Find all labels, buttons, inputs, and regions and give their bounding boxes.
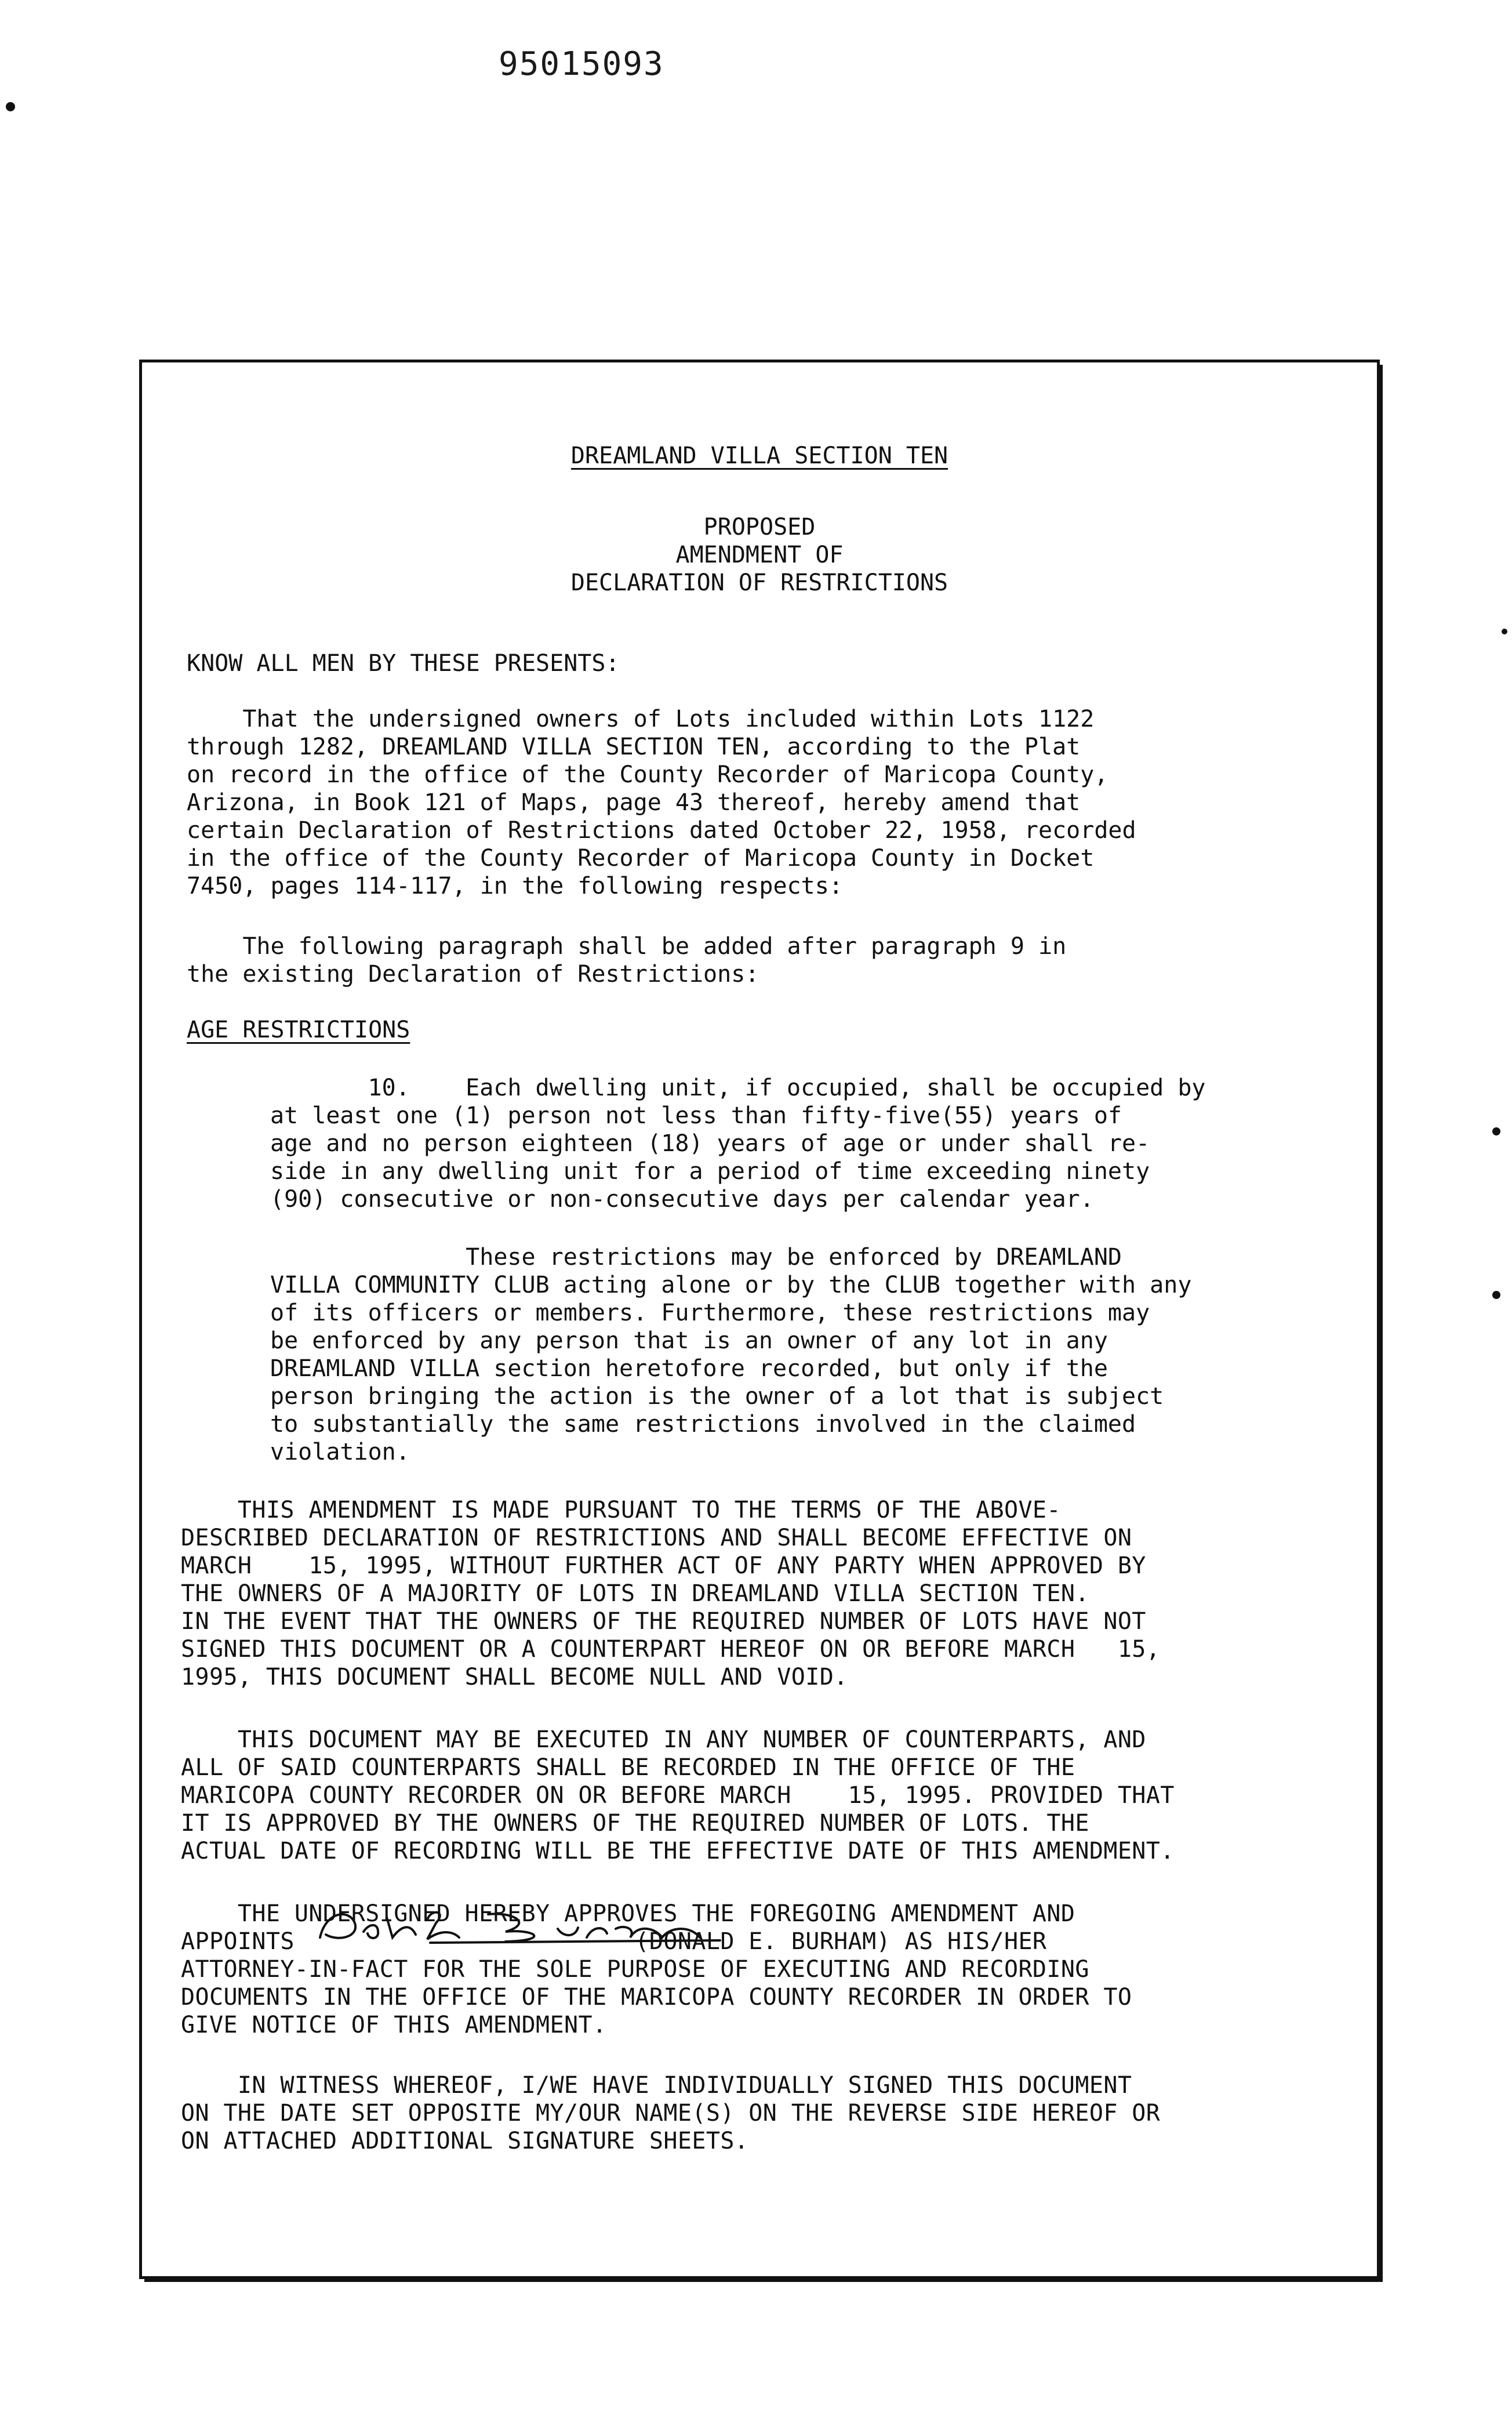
paragraph-line: VILLA COMMUNITY CLUB acting alone or by the CLUB together with any	[270, 1272, 1192, 1298]
paragraph-line: violation.	[270, 1439, 410, 1465]
paragraph-line: IT IS APPROVED BY THE OWNERS OF THE REQUIRED NUMBER OF LOTS. THE	[181, 1810, 1089, 1837]
paragraph-line: 1995, THIS DOCUMENT SHALL BECOME NULL AND VOID.	[181, 1664, 848, 1690]
paragraph-line: DREAMLAND VILLA section heretofore recorded, but only if the	[270, 1355, 1108, 1382]
paragraph-line: of its officers or members. Furthermore, these restrictions may	[270, 1300, 1150, 1326]
scan-speck	[6, 102, 15, 111]
paragraph-line: certain Declaration of Restrictions dated October 22, 1958, recorded	[187, 817, 1136, 844]
paragraph-line: age and no person eighteen (18) years of age or under shall re-	[270, 1130, 1150, 1157]
paragraph-line: SIGNED THIS DOCUMENT OR A COUNTERPART HEREOF ON OR BEFORE MARCH 15,	[181, 1636, 1161, 1663]
paragraph-line: That the undersigned owners of Lots included within Lots 1122	[187, 706, 1095, 732]
paragraph-line: at least one (1) person not less than fifty-five(55) years of	[270, 1102, 1122, 1129]
paragraph-line: the existing Declaration of Restrictions:	[187, 961, 759, 988]
know-all-heading: KNOW ALL MEN BY THESE PRESENTS:	[187, 650, 620, 677]
paragraph-line: be enforced by any person that is an owner of any lot in any	[270, 1327, 1108, 1354]
paragraph-line: The following paragraph shall be added after paragraph 9 in	[187, 933, 1067, 960]
paragraph-line: side in any dwelling unit for a period of time exceeding ninety	[270, 1158, 1150, 1185]
paragraph-line: MARICOPA COUNTY RECORDER ON OR BEFORE MARCH 15, 1995. PROVIDED THAT	[181, 1782, 1175, 1809]
paragraph-line: (90) consecutive or non-consecutive days per calendar year.	[270, 1186, 1094, 1213]
paragraph-line: GIVE NOTICE OF THIS AMENDMENT.	[181, 2012, 607, 2038]
paragraph-line: ON THE DATE SET OPPOSITE MY/OUR NAME(S) ON THE REVERSE SIDE HEREOF OR	[181, 2100, 1161, 2127]
paragraph-line: MARCH 15, 1995, WITHOUT FURTHER ACT OF ANY PARTY WHEN APPROVED BY	[181, 1552, 1146, 1579]
paragraph-line: THE UNDERSIGNED HEREBY APPROVES THE FOREGOING AMENDMENT AND	[181, 1900, 1075, 1927]
paragraph-line: Arizona, in Book 121 of Maps, page 43 thereof, hereby amend that	[187, 789, 1081, 816]
paragraph-line: DESCRIBED DECLARATION OF RESTRICTIONS AND SHALL BECOME EFFECTIVE ON	[181, 1525, 1132, 1551]
paragraph-line: IN THE EVENT THAT THE OWNERS OF THE REQUIRED NUMBER OF LOTS HAVE NOT	[181, 1608, 1146, 1635]
paragraph-line: 7450, pages 114-117, in the following respects:	[187, 873, 843, 899]
paragraph-line: on record in the office of the County Recorder of Maricopa County,	[187, 761, 1108, 788]
paragraph-line: in the office of the County Recorder of Maricopa County in Docket	[187, 845, 1095, 872]
paragraph-line: ACTUAL DATE OF RECORDING WILL BE THE EFFECTIVE DATE OF THIS AMENDMENT.	[181, 1838, 1175, 1864]
scan-speck	[1492, 1127, 1500, 1135]
subtitle-line-2: AMENDMENT OF	[675, 542, 844, 568]
paragraph-line: ON ATTACHED ADDITIONAL SIGNATURE SHEETS.	[181, 2128, 749, 2154]
paragraph-line: These restrictions may be enforced by DREAMLAND	[270, 1244, 1122, 1271]
handwritten-signature	[314, 1906, 746, 1946]
subtitle-line-1: PROPOSED	[703, 514, 816, 540]
document-title: DREAMLAND VILLA SECTION TEN	[570, 442, 948, 469]
paragraph-line: THIS DOCUMENT MAY BE EXECUTED IN ANY NUMBER OF COUNTERPARTS, AND	[181, 1726, 1146, 1753]
scan-speck	[1492, 1291, 1500, 1299]
age-restrictions-heading: AGE RESTRICTIONS	[187, 1017, 410, 1043]
document-number: 95015093	[499, 45, 664, 83]
paragraph-line: DOCUMENTS IN THE OFFICE OF THE MARICOPA COUNTY RECORDER IN ORDER TO	[181, 1984, 1132, 2011]
paragraph-line: THE OWNERS OF A MAJORITY OF LOTS IN DREAMLAND VILLA SECTION TEN.	[181, 1580, 1089, 1607]
paragraph-line: ATTORNEY-IN-FACT FOR THE SOLE PURPOSE OF EXECUTING AND RECORDING	[181, 1956, 1089, 1983]
paragraph-line: ALL OF SAID COUNTERPARTS SHALL BE RECORDED IN THE OFFICE OF THE	[181, 1754, 1075, 1781]
subtitle-line-3: DECLARATION OF RESTRICTIONS	[570, 569, 948, 596]
paragraph-line: APPOINTS (DONALD E. BURHAM) AS HIS/HER	[181, 1928, 1047, 1955]
paragraph-line: THIS AMENDMENT IS MADE PURSUANT TO THE TERMS OF THE ABOVE-	[181, 1497, 1061, 1523]
paragraph-line: person bringing the action is the owner of a lot that is subject	[270, 1383, 1164, 1410]
paragraph-line: to substantially the same restrictions involved in the claimed	[270, 1411, 1136, 1438]
paragraph-line: 10. Each dwelling unit, if occupied, shall be occupied by	[270, 1075, 1206, 1101]
paragraph-line: through 1282, DREAMLAND VILLA SECTION TEN, according to the Plat	[187, 734, 1081, 760]
paragraph-line: IN WITNESS WHEREOF, I/WE HAVE INDIVIDUALLY SIGNED THIS DOCUMENT	[181, 2072, 1132, 2099]
scan-speck	[1502, 629, 1507, 634]
